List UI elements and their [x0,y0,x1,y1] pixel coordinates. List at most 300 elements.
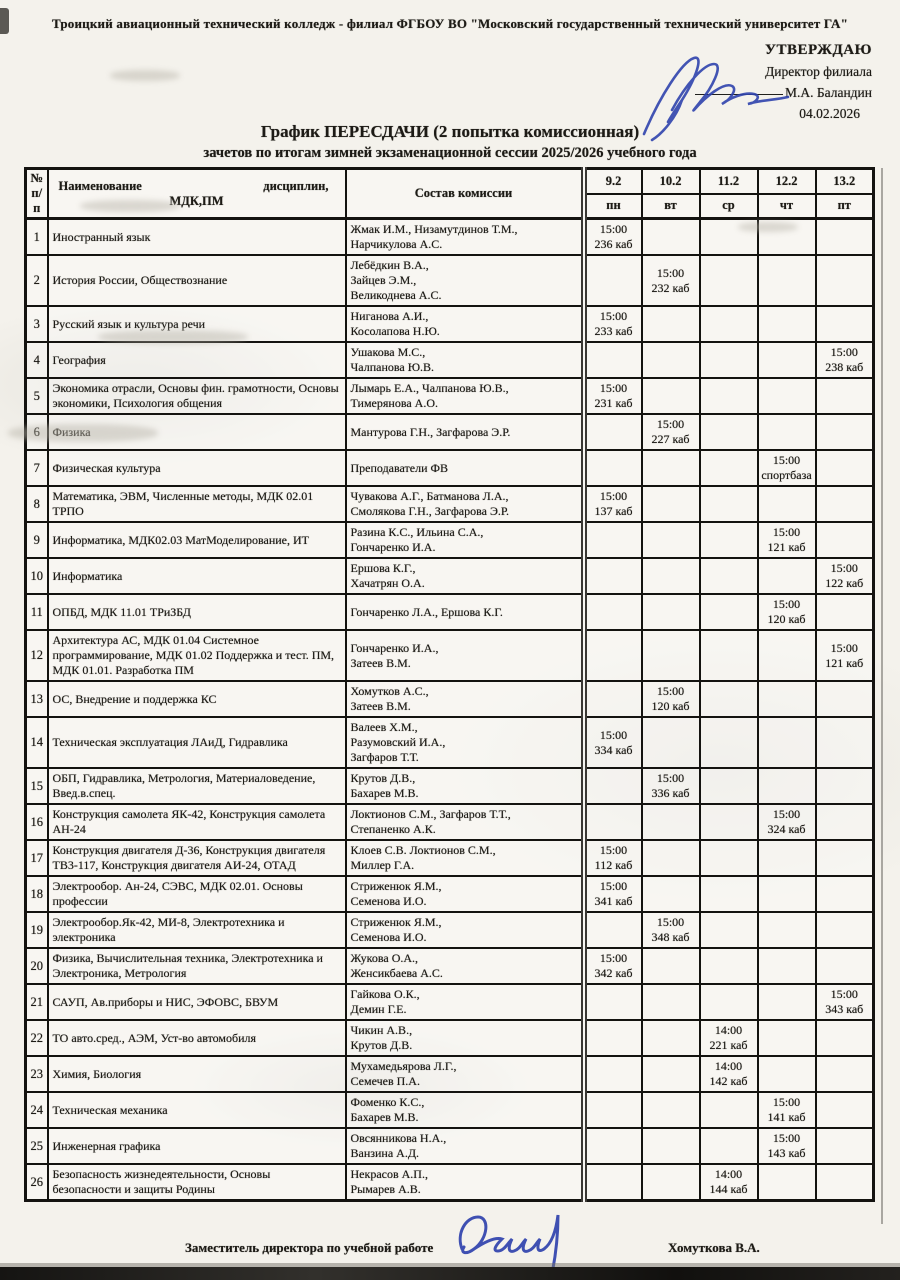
day-cell [584,414,642,450]
commission-member-line: Ниганова А.И., [350,309,429,323]
retake-room: 238 каб [825,360,864,374]
row-number-cell: 23 [26,1056,48,1092]
day-cell [700,1056,758,1092]
table-row [26,1128,874,1164]
day-cell [642,984,700,1020]
commission-cell [346,594,584,630]
retake-time: 15:00 [772,1095,801,1109]
day-cell [584,558,642,594]
day-cell [642,342,700,378]
commission-member-line: Валеев Х.М., [350,720,418,734]
day-cell [642,717,700,768]
row-number-cell: 9 [26,522,48,558]
col-header-dow-3: ср [700,194,758,219]
col-header-dow-4: чт [758,194,816,219]
commission-cell [346,1092,584,1128]
approval-name-row [695,82,872,103]
commission-cell [346,1056,584,1092]
retake-room: 334 каб [594,742,633,757]
day-cell [584,984,642,1020]
day-cell [584,219,642,256]
day-cell [584,630,642,681]
retake-room: 112 каб [594,858,633,872]
day-cell [816,840,874,876]
day-cell [816,681,874,717]
commission-member-line: Крутов Д.В., [350,771,416,785]
commission-cell [346,876,584,912]
retake-time: 15:00 [599,879,628,893]
table-row [26,681,874,717]
discipline-cell: ОС, Внедрение и поддержка КС [48,681,346,717]
commission-member-line: Демин Г.Е. [350,1002,407,1016]
retake-time: 14:00 [714,1059,743,1073]
discipline-cell: Техническая эксплуатация ЛАиД, Гидравлика [48,717,346,768]
commission-member-line: Семенова И.О. [350,894,427,908]
approval-name: М.А. Баландин [784,85,872,100]
retake-time: 15:00 [772,453,801,467]
table-row [26,558,874,594]
discipline-cell: Техническая механика [48,1092,346,1128]
day-cell [758,378,816,414]
scan-edge-line [881,168,883,1224]
row-number-cell: 6 [26,414,48,450]
day-cell [642,522,700,558]
signature-line [695,94,783,95]
day-cell [700,1164,758,1201]
row-number-cell: 16 [26,804,48,840]
retake-room: 343 каб [825,1002,864,1016]
day-cell [758,306,816,342]
day-cell [700,594,758,630]
approval-role: Директор филиала [765,64,872,79]
commission-member-line: Крутов Д.В. [350,1038,413,1052]
day-cell [700,948,758,984]
day-cell [642,840,700,876]
day-cell [642,486,700,522]
table-row [26,1164,874,1201]
day-cell [700,306,758,342]
table-row [26,1020,874,1056]
row-number-cell: 10 [26,558,48,594]
day-cell [758,342,816,378]
retake-room: 120 каб [651,699,690,713]
discipline-cell: Иностранный язык [48,219,346,256]
day-cell [642,450,700,486]
discipline-cell: Информатика [48,558,346,594]
commission-cell [346,450,584,486]
row-number-cell: 8 [26,486,48,522]
day-cell [816,486,874,522]
retake-time: 15:00 [599,489,628,503]
commission-cell [346,840,584,876]
col-header-dow-2: вт [642,194,700,219]
row-number-cell: 22 [26,1020,48,1056]
table-row [26,912,874,948]
day-cell [584,876,642,912]
discipline-cell: Русский язык и культура речи [48,306,346,342]
commission-member-line: Зайцев Э.М., [350,273,417,287]
day-cell [700,414,758,450]
commission-cell [346,1020,584,1056]
row-number-cell: 24 [26,1092,48,1128]
retake-time: 15:00 [830,345,858,359]
day-cell [584,1092,642,1128]
discipline-cell: Экономика отрасли, Основы фин. грамотности, Основы экономики, Психология общения [48,378,346,414]
day-cell [816,717,874,768]
commission-cell [346,804,584,840]
commission-member-line: Жукова О.А., [350,951,419,965]
commission-member-line: Некрасов А.П., [350,1167,428,1181]
day-cell [816,912,874,948]
discipline-cell: ОБП, Гидравлика, Метрология, Материаловедение, Введ.в.спец. [48,768,346,804]
commission-member-line: Овсянникова Н.А., [350,1131,447,1145]
day-cell [642,804,700,840]
day-cell [700,840,758,876]
retake-room: 120 каб [767,612,806,626]
day-cell [758,804,816,840]
retake-room: 342 каб [594,966,633,980]
retake-room: 137 каб [594,504,633,518]
commission-member-line: Мантурова Г.Н., Загфарова Э.Р. [350,424,511,439]
day-cell [700,630,758,681]
row-number-cell: 1 [26,219,48,256]
day-cell [584,486,642,522]
retake-room: 233 каб [594,324,633,338]
day-cell [584,1128,642,1164]
day-cell [700,768,758,804]
retake-time: 15:00 [772,525,801,539]
row-number-cell: 14 [26,717,48,768]
scan-bottom-edge [0,1267,900,1280]
row-number-cell: 20 [26,948,48,984]
day-cell [642,1092,700,1128]
day-cell [642,948,700,984]
retake-room: 231 каб [594,396,633,410]
retake-time: 15:00 [830,561,858,575]
day-cell [700,1020,758,1056]
day-cell [642,255,700,306]
day-cell [758,558,816,594]
discipline-cell: Инженерная графика [48,1128,346,1164]
row-number-cell: 17 [26,840,48,876]
commission-member-line: Хачатрян О.А. [350,576,425,590]
day-cell [642,681,700,717]
discipline-cell: ТО авто.сред., АЭМ, Уст-во автомобиля [48,1020,346,1056]
scan-bleedthrough-smudge [98,330,248,344]
commission-cell [346,948,584,984]
day-cell [584,450,642,486]
retake-time: 15:00 [599,727,628,742]
commission-member-line: Разумовский И.А., [350,735,446,749]
commission-member-line: Чувакова А.Г., Батманова Л.А., [350,489,509,503]
retake-room: 121 каб [825,655,864,670]
retake-time: 15:00 [830,987,858,1001]
retake-time: 15:00 [772,1131,801,1145]
discipline-cell: Информатика, МДК02.03 МатМоделирование, ИТ [48,522,346,558]
discipline-cell: Электрообор.Як-42, МИ-8, Электротехника и электроника [48,912,346,948]
commission-member-line: Хомутков А.С., [350,684,429,698]
day-cell [584,840,642,876]
day-cell [700,255,758,306]
commission-member-line: Миллер Г.А. [350,858,415,872]
commission-member-line: Нарчикулова А.С. [350,237,443,251]
commission-cell [346,717,584,768]
commission-member-line: Гончаренко И.А., [350,640,439,655]
discipline-cell: Математика, ЭВМ, Численные методы, МДК 02.01 ТРПО [48,486,346,522]
retake-room: 232 каб [651,280,690,295]
commission-member-line: Клоев С.В. Локтионов С.М., [350,843,496,857]
commission-cell [346,219,584,256]
scan-edge-mark [0,8,9,34]
day-cell [758,768,816,804]
commission-member-line: Бахарев М.В. [350,1110,419,1124]
day-cell [816,1092,874,1128]
day-cell [816,876,874,912]
retake-schedule-table [24,167,875,1202]
document-title-block [0,122,900,162]
commission-cell [346,681,584,717]
col-header-number-line2: п/п [31,186,43,215]
commission-cell [346,255,584,306]
day-cell [700,342,758,378]
day-cell [700,1128,758,1164]
day-cell [758,1020,816,1056]
day-cell [642,594,700,630]
day-cell [642,414,700,450]
day-cell [584,1056,642,1092]
retake-room: 143 каб [767,1146,806,1160]
day-cell [816,1164,874,1201]
col-header-dow-5: пт [816,194,874,219]
day-cell [816,630,874,681]
day-cell [642,558,700,594]
commission-cell [346,522,584,558]
commission-member-line: Разина К.С., Ильина С.А., [350,525,484,539]
retake-room: 227 каб [651,432,690,446]
day-cell [584,342,642,378]
scan-bleedthrough-smudge [738,222,798,232]
retake-room: 122 каб [825,576,864,590]
approval-heading: УТВЕРЖДАЮ [764,42,872,58]
retake-room: 121 каб [767,540,806,554]
discipline-cell: Физика, Вычислительная техника, Электротехника и Электроника, Метрология [48,948,346,984]
col-header-date-3: 11.2 [700,169,758,194]
row-number-cell: 13 [26,681,48,717]
commission-member-line: Гончаренко Л.А., Ершова К.Г. [350,604,503,619]
retake-time: 15:00 [656,417,685,431]
day-cell [584,681,642,717]
day-cell [816,1020,874,1056]
day-cell [758,1092,816,1128]
discipline-cell: Химия, Биология [48,1056,346,1092]
day-cell [700,450,758,486]
discipline-cell: ОПБД, МДК 11.01 ТРиЗБД [48,594,346,630]
approval-block [695,40,872,124]
row-number-cell: 4 [26,342,48,378]
day-cell [642,912,700,948]
retake-time: 15:00 [599,309,628,323]
col-header-date-4: 12.2 [758,169,816,194]
day-cell [758,450,816,486]
retake-room: спортбаза [761,468,812,482]
day-cell [584,1020,642,1056]
day-cell [700,1092,758,1128]
commission-member-line: Ванзина А.Д. [350,1146,420,1160]
day-cell [758,912,816,948]
day-cell [584,912,642,948]
retake-time: 15:00 [656,265,685,280]
table-row [26,840,874,876]
table-row [26,717,874,768]
day-cell [816,378,874,414]
commission-member-line: Лебёдкин В.А., [350,258,429,272]
day-cell [816,522,874,558]
day-cell [642,378,700,414]
day-cell [816,558,874,594]
row-number-cell: 25 [26,1128,48,1164]
day-cell [700,681,758,717]
retake-room: 341 каб [594,894,633,908]
commission-member-line: Стриженюк Я.М., [350,879,442,893]
day-cell [816,450,874,486]
day-cell [584,804,642,840]
commission-member-line: Фоменко К.С., [350,1095,425,1109]
commission-member-line: Смолякова Г.Н., Загфарова Э.Р. [350,504,510,518]
row-number-cell: 19 [26,912,48,948]
document-title: График ПЕРЕСДАЧИ (2 попытка комиссионная) [260,122,640,141]
schedule-table-body [26,219,874,1201]
table-row [26,984,874,1020]
table-row [26,948,874,984]
table-row [26,255,874,306]
day-cell [758,948,816,984]
retake-time: 15:00 [656,915,685,929]
commission-member-line: Тимерянова А.О. [350,396,438,410]
retake-room: 141 каб [767,1110,806,1124]
retake-time: 14:00 [714,1023,743,1037]
day-cell [816,342,874,378]
commission-member-line: Ершова К.Г., [350,561,416,575]
discipline-cell: Физика [48,414,346,450]
day-cell [758,594,816,630]
retake-time: 15:00 [599,843,628,857]
retake-time: 15:00 [599,381,628,395]
table-row [26,486,874,522]
commission-member-line: Загфаров Т.Т. [350,750,419,764]
retake-time: 15:00 [599,222,628,236]
table-row [26,1056,874,1092]
scan-bleedthrough-smudge [80,200,180,212]
col-header-dow-1: пн [584,194,642,219]
day-cell [642,306,700,342]
day-cell [584,948,642,984]
commission-member-line: Косолапова Н.Ю. [350,324,440,338]
col-header-commission: Состав комиссии [346,169,584,219]
col-header-date-5: 13.2 [816,169,874,194]
day-cell [758,984,816,1020]
commission-member-line: Семенова И.О. [350,930,427,944]
day-cell [642,768,700,804]
approval-date: 04.02.2026 [799,106,860,121]
commission-member-line: Локтионов С.М., Загфаров Т.Т., [350,807,511,821]
col-header-discipline [48,169,346,219]
table-row [26,1092,874,1128]
day-cell [700,486,758,522]
commission-member-line: Рымарев А.В. [350,1182,421,1196]
retake-time: 15:00 [772,597,801,611]
row-number-cell: 3 [26,306,48,342]
day-cell [700,876,758,912]
day-cell [758,1164,816,1201]
day-cell [700,378,758,414]
commission-member-line: Гончаренко И.А. [350,540,436,554]
day-cell [642,1128,700,1164]
day-cell [700,717,758,768]
col-header-date-2: 10.2 [642,169,700,194]
commission-cell [346,558,584,594]
scan-bleedthrough-smudge [8,424,158,442]
commission-cell [346,1164,584,1201]
discipline-cell: Конструкция двигателя Д-36, Конструкция двигателя ТВ3-117, Конструкция двигателя АИ-24, ОТАД [48,840,346,876]
document-subtitle: зачетов по итогам зимней экзаменационной сессии 2025/2026 учебного года [203,145,697,161]
commission-member-line: Затеев В.М. [350,655,411,670]
retake-room: 236 каб [594,237,633,251]
day-cell [816,219,874,256]
day-cell [816,255,874,306]
retake-time: 15:00 [599,951,628,965]
day-cell [642,1020,700,1056]
discipline-cell: Конструкция самолета ЯК-42, Конструкция самолета АН-24 [48,804,346,840]
day-cell [816,1056,874,1092]
commission-member-line: Степаненко А.К. [350,822,436,836]
table-row [26,450,874,486]
retake-room: 142 каб [709,1074,748,1088]
commission-cell [346,378,584,414]
day-cell [816,768,874,804]
commission-member-line: Мухамедьярова Л.Г., [350,1059,457,1073]
day-cell [758,522,816,558]
day-cell [816,594,874,630]
commission-cell [346,1128,584,1164]
day-cell [642,219,700,256]
day-cell [584,1164,642,1201]
discipline-cell: Физическая культура [48,450,346,486]
table-row [26,768,874,804]
organization-line: Троицкий авиационный технический колледж - филиал ФГБОУ ВО "Московский государственный технический университет ГА" [51,16,848,31]
retake-room: 336 каб [651,786,690,800]
scan-bleedthrough-smudge [110,70,180,81]
deputy-director-name: Хомуткова В.А. [668,1240,760,1255]
day-cell [758,486,816,522]
discipline-cell: Электрообор. Ан-24, СЭВС, МДК 02.01. Основы профессии [48,876,346,912]
commission-member-line: Ушакова М.С., [350,345,426,359]
commission-cell [346,306,584,342]
retake-room: 324 каб [767,822,806,836]
table-row [26,876,874,912]
day-cell [758,876,816,912]
discipline-cell: САУП, Ав.приборы и НИС, ЭФОВС, БВУМ [48,984,346,1020]
commission-member-line: Великоднева А.С. [350,288,442,302]
col-header-discipline-line2: МДК,ПМ [169,193,224,208]
day-cell [758,1128,816,1164]
day-cell [584,378,642,414]
day-cell [584,255,642,306]
col-header-number [26,169,48,219]
commission-cell [346,486,584,522]
day-cell [642,630,700,681]
retake-time: 15:00 [656,684,685,698]
row-number-cell: 7 [26,450,48,486]
